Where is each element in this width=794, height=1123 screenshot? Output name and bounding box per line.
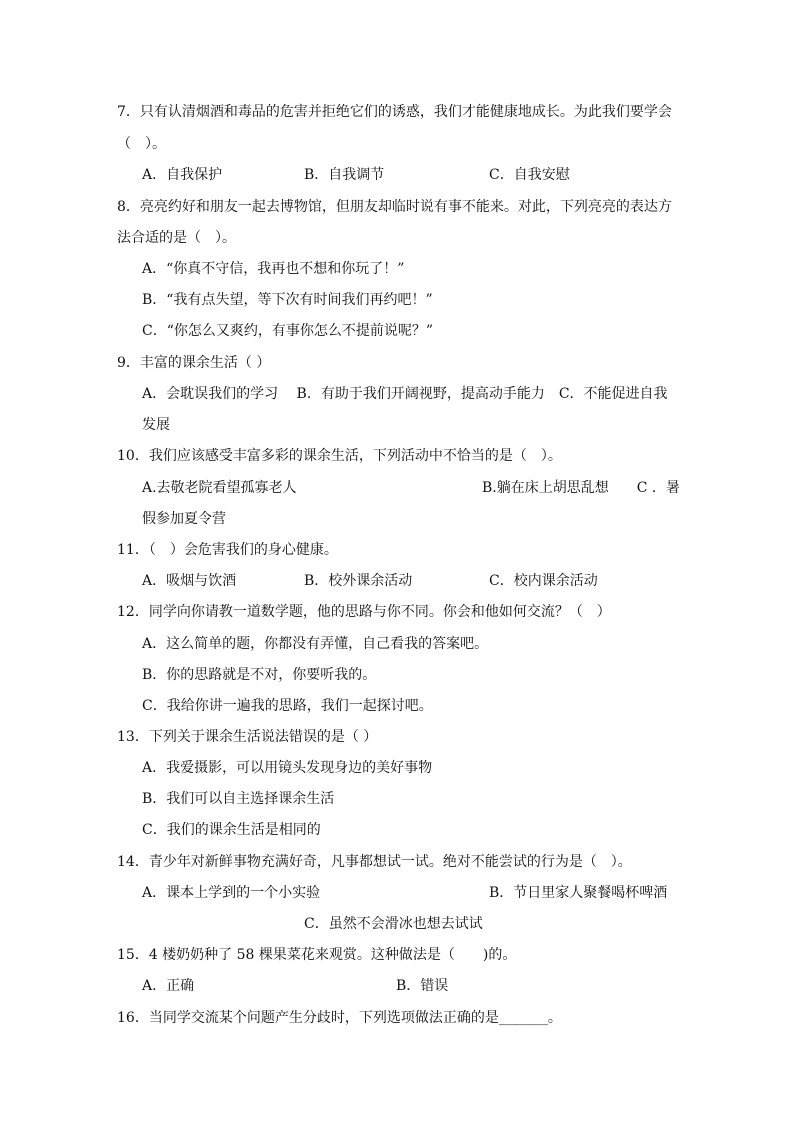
- question-11-option-a: A．吸烟与饮酒: [142, 573, 237, 589]
- question-8-stem: 8．亮亮约好和朋友一起去博物馆，但朋友却临时说有事不能来。对此，下列亮亮的表达方: [117, 199, 672, 215]
- question-8-option-a: A．“你真不守信，我再也不想和你玩了！”: [142, 261, 405, 277]
- question-7-option-c: C．自我安慰: [489, 167, 570, 183]
- question-12-stem: 12．同学向你请教一道数学题，他的思路与你不同。你会和他如何交流？（ ）: [117, 604, 611, 620]
- question-14-option-a: A．课本上学到的一个小实验: [142, 885, 321, 901]
- question-14-option-c: C．虽然不会滑冰也想去试试: [304, 916, 483, 932]
- question-7-option-b: B．自我调节: [304, 167, 385, 183]
- question-10-option-a: A.去敬老院看望孤寡老人: [142, 480, 297, 496]
- question-13-option-c: C．我们的课余生活是相同的: [142, 822, 321, 838]
- question-9-options-cont: 发展: [142, 417, 170, 433]
- question-11-stem: 11．（ ）会危害我们的身心健康。: [117, 542, 338, 558]
- question-14-stem: 14．青少年对新鲜事物充满好奇，凡事都想试一试。绝对不能尝试的行为是（ ）。: [117, 854, 632, 870]
- question-12-option-a: A．这么简单的题，你都没有弄懂，自己看我的答案吧。: [142, 636, 489, 652]
- question-16-stem: 16．当同学交流某个问题产生分歧时，下列选项做法正确的是_______。: [117, 1010, 562, 1026]
- question-7-stem-cont: （ ）。: [117, 136, 166, 152]
- question-8-option-c: C．“你怎么又爽约，有事你怎么不提前说呢？”: [142, 323, 434, 339]
- question-13-option-b: B．我们可以自主选择课余生活: [142, 791, 335, 807]
- question-15-stem: 15．4 楼奶奶种了 58 棵果菜花来观赏。这种做法是（ )的。: [117, 947, 517, 963]
- question-8-stem-cont: 法合适的是（ ）。: [117, 230, 236, 246]
- question-14-option-b: B．节日里家人聚餐喝杯啤酒: [489, 885, 668, 901]
- question-10-stem: 10．我们应该感受丰富多彩的课余生活，下列活动中不恰当的是（ ）。: [117, 448, 562, 464]
- question-12-option-c: C．我给你讲一遍我的思路，我们一起探讨吧。: [142, 698, 433, 714]
- question-9-options: A．会耽误我们的学习 B．有助于我们开阔视野，提高动手能力 C．不能促进自我: [142, 386, 668, 402]
- question-13-stem: 13．下列关于课余生活说法错误的是（ ）: [117, 729, 378, 745]
- question-15-option-b: B．错误: [396, 978, 449, 994]
- question-11-option-b: B．校外课余活动: [304, 573, 413, 589]
- question-8-option-b: B．“我有点失望，等下次有时间我们再约吧！”: [142, 292, 433, 308]
- question-7-stem: 7．只有认清烟酒和毒品的危害并拒绝它们的诱惑，我们才能健康地成长。为此我们要学会: [117, 104, 672, 120]
- question-12-option-b: B．你的思路就是不对，你要听我的。: [142, 667, 377, 683]
- question-9-stem: 9．丰富的课余生活（ ）: [117, 355, 271, 371]
- question-11-option-c: C．校内课余活动: [489, 573, 598, 589]
- question-7-option-a: A．自我保护: [142, 167, 223, 183]
- question-13-option-a: A．我爱摄影，可以用镜头发现身边的美好事物: [142, 760, 433, 776]
- question-15-option-a: A．正确: [142, 978, 195, 994]
- question-10-options-cont: 假参加夏令营: [142, 511, 226, 527]
- question-10-option-b-c: B.躺在床上胡思乱想 C ．暑: [482, 480, 680, 496]
